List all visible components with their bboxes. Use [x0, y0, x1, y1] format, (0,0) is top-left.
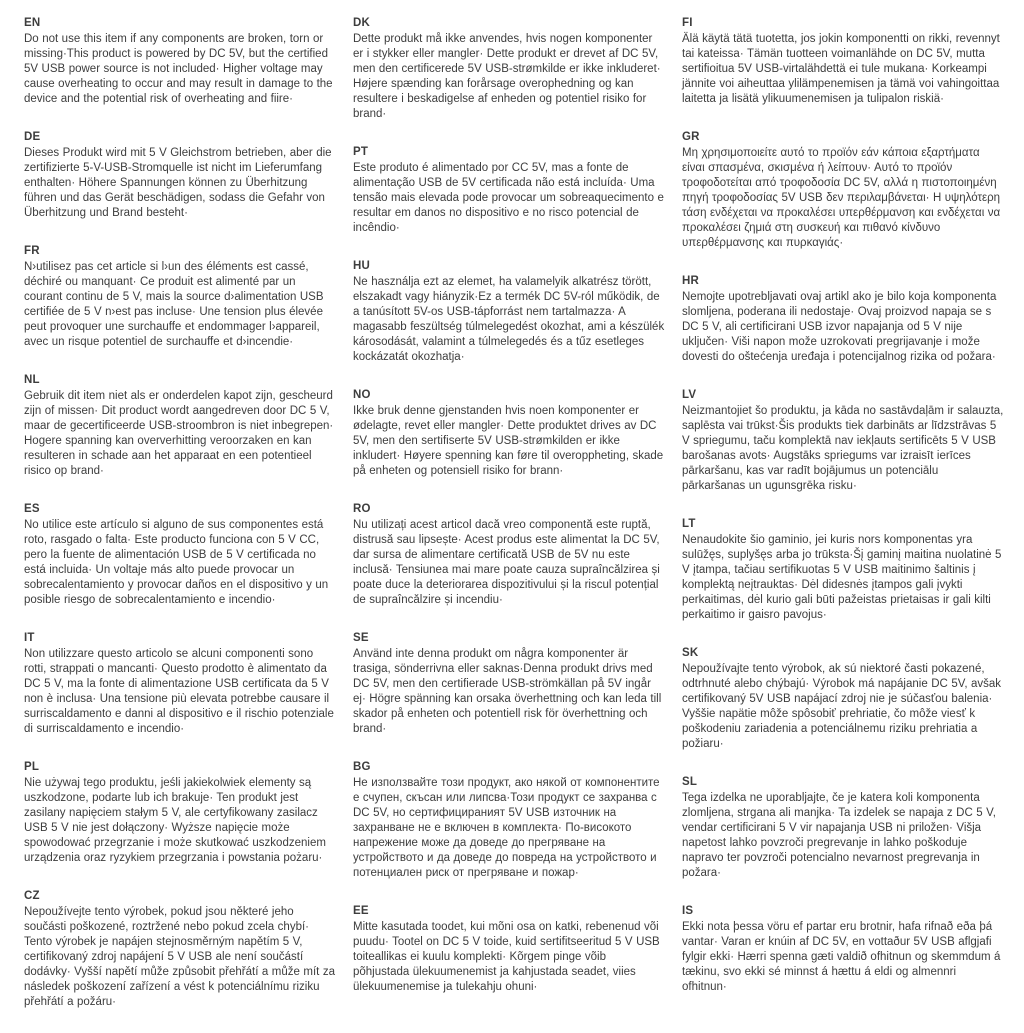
notice-section-es: [24, 502, 336, 608]
language-column-2: [353, 16, 665, 1018]
notice-section-dk: [353, 16, 665, 122]
language-code: IT: [24, 632, 35, 644]
notice-text: Non utilizzare questo articolo se alcuni componenti sono rotti, strappati o mancanti· Questo prodotto è alimentato da DC 5 V, ma la fonte di alimentazione USB certificata da 5 V non è inclusa· Una tensione più elevata potrebbe causare il surriscaldamento e danni al dispositivo e il rischio potenziale di surriscaldamento e incendio·: [24, 648, 334, 735]
notice-text: Nemojte upotrebljavati ovaj artikl ako je bilo koja komponenta slomljena, poderana ili nedostaje· Ovaj proizvod napaja se s DC 5 V, ali certificirani USB izvor napajanja od 5 V nije uključen· Viši napon može uzrokovati pregrijavanje i može dovesti do oštećenja uređaja i potencijalnog rizika od požara·: [682, 291, 997, 363]
language-code: EE: [353, 905, 369, 917]
notice-section-pl: [24, 760, 336, 866]
notice-text: Använd inte denna produkt om några komponenter är trasiga, sönderrivna eller saknas·Denna produkt drivs med DC 5V, men den certifierade USB-strömkällan på 5V ingår ej· Högre spänning kan orsaka överhettning och kan leda till skador på enheten och potentiell risk för överhettning och brand·: [353, 648, 662, 735]
language-code: PT: [353, 146, 369, 158]
notice-section-en: [24, 16, 336, 107]
language-column-1: [24, 16, 336, 1033]
language-code: BG: [353, 761, 371, 773]
notice-text: Ne használja ezt az elemet, ha valamelyik alkatrész törött, elszakadt vagy hiányzik·Ez a termék DC 5V-ról működik, de a tanúsított 5V-os USB-tápforrást nem tartalmazza· A magasabb feszültség túlmelegedést okozhat, ami a készülék károsodását, valamint a túlmelegedés és a tűz esetleges kockázatát okozhatja·: [353, 276, 665, 363]
notice-section-hu: [353, 259, 665, 365]
notice-section-lt: [682, 517, 1004, 623]
notice-section-de: [24, 130, 336, 221]
notice-text: Älä käytä tätä tuotetta, jos jokin komponentti on rikki, revennyt tai kateissa· Tämän tuotteen voimanlähde on DC 5V, mutta sertifioitua 5V USB-virtalähdettä ei tule mukana· Korkeampi jännite voi aiheuttaa ylilämpenemisen ja tämä voi vahingoittaa laitetta ja lisätä ylikuumenemisen ja tulipalon riskiä·: [682, 33, 1000, 105]
notice-section-hr: [682, 274, 1004, 365]
notice-text: N›utilisez pas cet article si l›un des éléments est cassé, déchiré ou manquant· Ce produit est alimenté par un courant continu de 5 V, mais la source d›alimentation USB certifiée de 5 V n›est pas incluse· Une tension plus élevée peut provoquer une surchauffe et endommager l›appareil, avec un risque potentiel de surchauffe et d›incendie·: [24, 261, 324, 348]
language-code: HR: [682, 275, 700, 287]
notice-text: Nenaudokite šio gaminio, jei kuris nors komponentas yra sulūžęs, suplyšęs arba jo trūksta·Šį gaminį maitina nuolatinė 5 V įtampa, tačiau sertifikuotas 5 V USB maitinimo šaltinis į komplektą neįtrauktas· Dėl didesnės įtampos gali įvykti perkaitimas, dėl kurio gali būti pažeistas prietaisas ir gali kilti perkaitimo ir gaisro pavojus·: [682, 534, 1002, 621]
language-code: SE: [353, 632, 369, 644]
language-column-3: [682, 16, 1004, 1018]
notice-text: Ikke bruk denne gjenstanden hvis noen komponenter er ødelagte, revet eller mangler· Dette produktet drives av DC 5V, men den sertifiserte 5V USB-strømkilden er ikke inkludert· Høyere spenning kan føre til overoppheting, skade på enheten og potensiell risiko for brann·: [353, 405, 664, 477]
notice-text: Dieses Produkt wird mit 5 V Gleichstrom betrieben, aber die zertifizierte 5-V-USB-Stromquelle ist nicht im Lieferumfang enthalten· Höhere Spannungen können zu Überhitzung führen und das Gerät beschädigen, sodass die Gefahr von Überhitzung und Brand besteht·: [24, 147, 332, 219]
notice-text: Gebruik dit item niet als er onderdelen kapot zijn, gescheurd zijn of missen· Dit product wordt aangedreven door DC 5 V, maar de gecertificeerde USB-stroombron is niet inbegrepen· Hogere spanning kan oververhitting veroorzaken en kan resulteren in schade aan het apparaat en een potentieel risico op brand·: [24, 390, 334, 477]
notice-section-no: [353, 388, 665, 479]
notice-section-sk: [682, 646, 1004, 752]
notice-section-ro: [353, 502, 665, 608]
notice-section-fr: [24, 244, 336, 350]
language-code: GR: [682, 131, 700, 143]
notice-text: Nepoužívejte tento výrobek, pokud jsou některé jeho součásti poškozené, roztržené nebo pokud zcela chybí· Tento výrobek je napájen stejnosměrným napětím 5 V, certifikovaný zdroj napájení 5 V USB ale není součástí dodávky· Vyšší napětí může způsobit přehřátí a může mít za následek poškození zařízení a vést k potenciálnímu riziku přehřátí a požáru·: [24, 906, 335, 1008]
notice-text: No utilice este artículo si alguno de sus componentes está roto, rasgado o falta· Este producto funciona con 5 V CC, pero la fuente de alimentación USB de 5 V certificada no está incluida· Un voltaje más alto puede provocar un sobrecalentamiento y provocar daños en el dispositivo y un posible riesgo de sobrecalentamiento e incendio·: [24, 519, 329, 606]
notice-section-nl: [24, 373, 336, 479]
notice-text: Nu utilizați acest articol dacă vreo componentă este ruptă, distrusă sau lipsește· Acest produs este alimentat la DC 5V, dar sursa de alimentare certificată USB de 5V nu este inclusă· Tensiunea mai mare poate cauza supraîncălzirea și poate duce la deteriorarea dispozitivului și la riscul potențial de supraîncălzire și incendiu·: [353, 519, 660, 606]
language-code: PL: [24, 761, 40, 773]
notice-text: Este produto é alimentado por CC 5V, mas a fonte de alimentação USB de 5V certificada não está incluída· Uma tensão mais elevada pode provocar um sobreaquecimento e resultar em danos no dispositivo e no risco potencial de incêndio·: [353, 162, 664, 234]
language-code: SK: [682, 647, 699, 659]
notice-text: Μη χρησιμοποιείτε αυτό το προϊόν εάν κάποια εξαρτήματα είναι σπασμένα, σκισμένα ή λείπουν· Αυτό το προϊόν τροφοδοτείται από τροφοδοσία DC 5V, αλλά η πιστοποιημένη πηγή τροφοδοσίας 5V USB δεν περιλαμβάνεται· Η υψηλότερη τάση ενδέχεται να προκαλέσει υπερθέρμανση και ενδέχεται να προκαλέσει ζημιά στη συσκευή και πιθανό κίνδυνο υπερθέρμανσης και πυρκαγιάς·: [682, 147, 1001, 249]
notice-section-fi: [682, 16, 1004, 107]
language-code: IS: [682, 905, 694, 917]
language-code: DK: [353, 17, 371, 29]
language-code: CZ: [24, 890, 40, 902]
language-code: ES: [24, 503, 40, 515]
notice-text: Do not use this item if any components are broken, torn or missing·This product is powered by DC 5V, but the certified 5V USB power source is not included· Higher voltage may cause overheating to occur and may result in damage to the device and the potential risk of overheating and fiire·: [24, 33, 333, 105]
language-code: SL: [682, 776, 698, 788]
notice-section-it: [24, 631, 336, 737]
notice-text: Nie używaj tego produktu, jeśli jakiekolwiek elementy są uszkodzone, podarte lub ich brakuje· Ten produkt jest zasilany napięciem stałym 5 V, ale certyfikowany zasilacz USB 5 V nie jest dołączony· Wyższe napięcie może spowodować przegrzanie i może skutkować uszkodzeniem urządzenia oraz ryzykiem przegrzania i powstania pożaru·: [24, 777, 326, 864]
language-code: NO: [353, 389, 371, 401]
language-code: FI: [682, 17, 693, 29]
notice-section-gr: [682, 130, 1004, 251]
notice-section-lv: [682, 388, 1004, 494]
language-code: DE: [24, 131, 41, 143]
language-code: LT: [682, 518, 696, 530]
notice-text: Не използвайте този продукт, ако някой от компонентите е счупен, скъсан или липсва·Този продукт се захранва с DC 5V, но сертифицираният 5V USB източник на захранване не е включен в комплекта· По-високото напрежение може да доведе до прегряване на устройството и да доведе до повреда на устройството и потенциален риск от прегряване и пожар·: [353, 777, 660, 879]
notice-text: Nepoužívajte tento výrobok, ak sú niektoré časti pokazené, odtrhnuté alebo chýbajú· Výrobok má napájanie DC 5V, avšak certifikovaný 5V USB napájací zdroj nie je súčasťou balenia· Vyššie napätie môže spôsobiť prehriatie, čo môže viesť k poškodeniu zariadenia a potenciálnemu riziku prehriatia a požiaru·: [682, 663, 1002, 750]
notice-text: Tega izdelka ne uporabljajte, če je katera koli komponenta zlomljena, strgana ali manjka· Ta izdelek se napaja z DC 5 V, vendar certificirani 5 V vir napajanja USB ni priložen· Višja napetost lahko povzroči pregrevanje in lahko poškoduje napravo ter povzroči potencialno nevarnost pregrevanja in požara·: [682, 792, 996, 879]
notice-section-bg: [353, 760, 665, 881]
notice-text: Neizmantojiet šo produktu, ja kāda no sastāvdaļām ir salauzta, saplēsta vai trūkst·Šis produkts tiek darbināts ar līdzstrāvas 5 V spriegumu, taču komplektā nav iekļauts sertificēts 5 V USB barošanas avots· Augstāks spriegums var izraisīt ierīces pārkaršanu, kas var radīt bojājumus un potenciālu pārkaršanas un ugunsgrēka risku·: [682, 405, 1004, 492]
notice-text: Ekki nota þessa vöru ef partar eru brotnir, hafa rifnað eða þá vantar· Varan er knúin af DC 5V, en vottaður 5V USB aflgjafi fylgir ekki· Hærri spenna gæti valdið ofhitnun og skemmdum á tækinu, svo ekki sé minnst á hættu á eldi og almennri ofhitnun·: [682, 921, 1001, 993]
language-code: NL: [24, 374, 40, 386]
notice-section-is: [682, 904, 1004, 995]
notice-text: Dette produkt må ikke anvendes, hvis nogen komponenter er i stykker eller mangler· Dette produkt er drevet af DC 5V, men den certificerede 5V USB-strømkilde er ikke inkluderet· Højere spænding kan forårsage overophedning og kan resultere i beskadigelse af enheden og potentiel risiko for brand·: [353, 33, 661, 120]
notice-text: Mitte kasutada toodet, kui mõni osa on katki, rebenenud või puudu· Tootel on DC 5 V toide, kuid sertifitseeritud 5 V USB toiteallikas ei kuulu komplekti· Kõrgem pinge võib põhjustada ülekuumenemist ja kahjustada seadet, viies ülekuumenemise ja tulekahju ohuni·: [353, 921, 660, 993]
language-code: RO: [353, 503, 371, 515]
notice-section-cz: [24, 889, 336, 1010]
language-code: LV: [682, 389, 697, 401]
language-code: HU: [353, 260, 371, 272]
language-code: FR: [24, 245, 40, 257]
notice-section-ee: [353, 904, 665, 995]
notice-section-sl: [682, 775, 1004, 881]
language-code: EN: [24, 17, 41, 29]
notice-section-pt: [353, 145, 665, 236]
notice-section-se: [353, 631, 665, 737]
